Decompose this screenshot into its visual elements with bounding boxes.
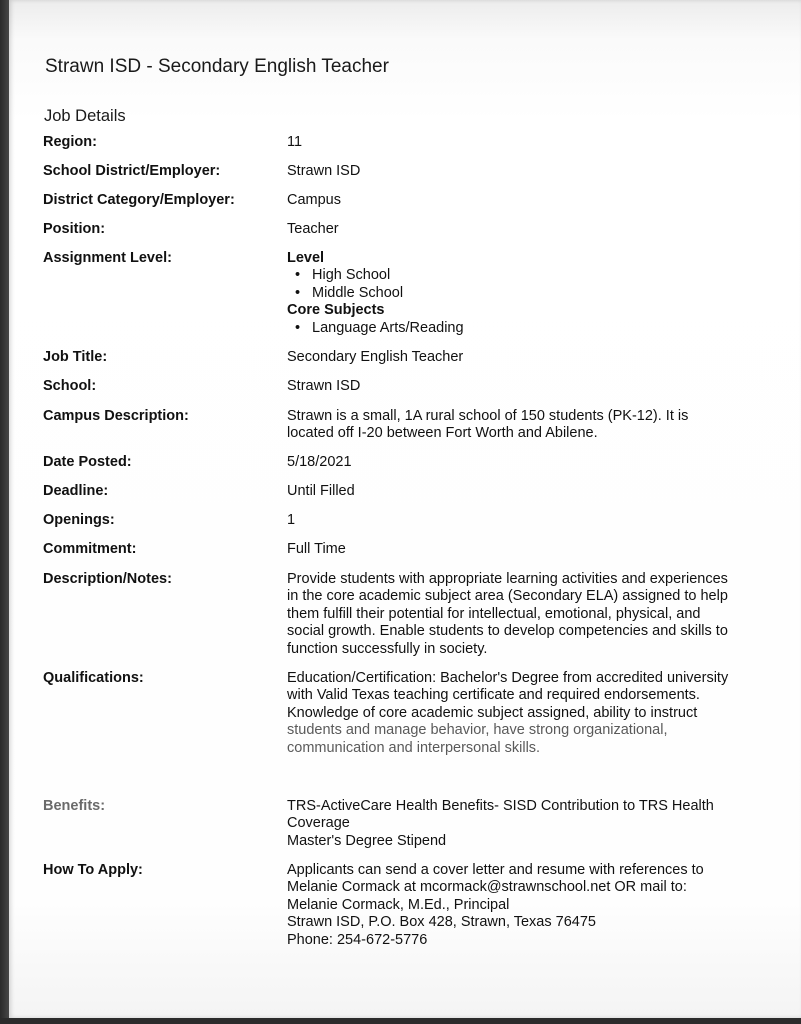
label-campus-description: Campus Description: <box>43 408 189 424</box>
label-date-posted: Date Posted: <box>43 454 132 470</box>
text-line: Knowledge of core academic subject assigned, ability to instruct <box>287 704 698 721</box>
level-heading: Level <box>287 250 325 266</box>
text-line: Strawn is a small, 1A rural school of 150 students (PK-12). It is <box>287 408 689 424</box>
label-school-district: School District/Employer: <box>43 163 221 179</box>
core-subject-item: • Language Arts/Reading <box>287 320 777 337</box>
text-line: function successfully in society. <box>287 640 488 657</box>
label-description-notes: Description/Notes: <box>43 571 172 587</box>
label-deadline: Deadline: <box>43 483 109 499</box>
label-benefits: Benefits: <box>43 798 106 814</box>
core-subjects-heading: Core Subjects <box>287 302 385 319</box>
scan-bottom-edge <box>0 1018 801 1024</box>
value-commitment: Full Time <box>287 541 346 557</box>
label-qualifications: Qualifications: <box>43 670 144 686</box>
page-title: Strawn ISD - Secondary English Teacher <box>45 56 389 77</box>
label-region: Region: <box>43 134 97 150</box>
text-line: in the core academic subject area (Secondary ELA) assigned to help <box>287 588 728 605</box>
label-commitment: Commitment: <box>43 541 137 557</box>
label-school: School: <box>43 378 97 394</box>
text-line: located off I-20 between Fort Worth and Abilene. <box>287 425 598 442</box>
value-position: Teacher <box>287 221 339 237</box>
value-region: 11 <box>287 134 303 150</box>
text-line: Master's Degree Stipend <box>287 832 447 849</box>
text-line: Phone: 254-672-5776 <box>287 931 428 948</box>
text-line: Provide students with appropriate learning activities and experiences <box>287 571 728 587</box>
text-line: Melanie Cormack at mcormack@strawnschool.net OR mail to: <box>287 879 687 896</box>
value-school-district: Strawn ISD <box>287 163 361 179</box>
value-campus-description <box>287 408 777 443</box>
label-district-category: District Category/Employer: <box>43 192 235 208</box>
section-heading-job-details: Job Details <box>44 107 126 125</box>
value-description-notes <box>287 571 777 658</box>
text-line: Melanie Cormack, M.Ed., Principal <box>287 896 510 913</box>
label-position: Position: <box>43 221 106 237</box>
text-line: communication and interpersonal skills. <box>287 739 541 756</box>
value-openings: 1 <box>287 512 296 528</box>
label-openings: Openings: <box>43 512 115 528</box>
value-job-title: Secondary English Teacher <box>287 349 464 365</box>
text-line: Education/Certification: Bachelor's Degree from accredited university <box>287 670 729 686</box>
value-benefits <box>287 798 777 850</box>
value-deadline: Until Filled <box>287 483 355 499</box>
text-line: with Valid Texas teaching certificate and required endorsements. <box>287 687 700 704</box>
value-assignment-level <box>287 250 777 337</box>
label-assignment-level: Assignment Level: <box>43 250 172 266</box>
text-line: Strawn ISD, P.O. Box 428, Strawn, Texas 76475 <box>287 914 596 931</box>
label-job-title: Job Title: <box>43 349 108 365</box>
text-line: social growth. Enable students to develop competencies and skills to <box>287 623 728 640</box>
value-date-posted: 5/18/2021 <box>287 454 352 470</box>
level-item: • Middle School <box>287 285 777 302</box>
document-page <box>9 0 801 1018</box>
level-item: • High School <box>287 267 777 284</box>
value-school: Strawn ISD <box>287 378 361 394</box>
value-how-to-apply <box>287 862 777 949</box>
text-line: them fulfill their potential for intellectual, emotional, physical, and <box>287 605 701 622</box>
value-district-category: Campus <box>287 192 341 208</box>
value-qualifications <box>287 670 777 757</box>
text-line: students and manage behavior, have strong organizational, <box>287 722 668 739</box>
text-line: Applicants can send a cover letter and resume with references to <box>287 862 704 878</box>
text-line: Coverage <box>287 815 350 832</box>
label-how-to-apply: How To Apply: <box>43 862 143 878</box>
text-line: TRS-ActiveCare Health Benefits- SISD Contribution to TRS Health <box>287 798 714 814</box>
